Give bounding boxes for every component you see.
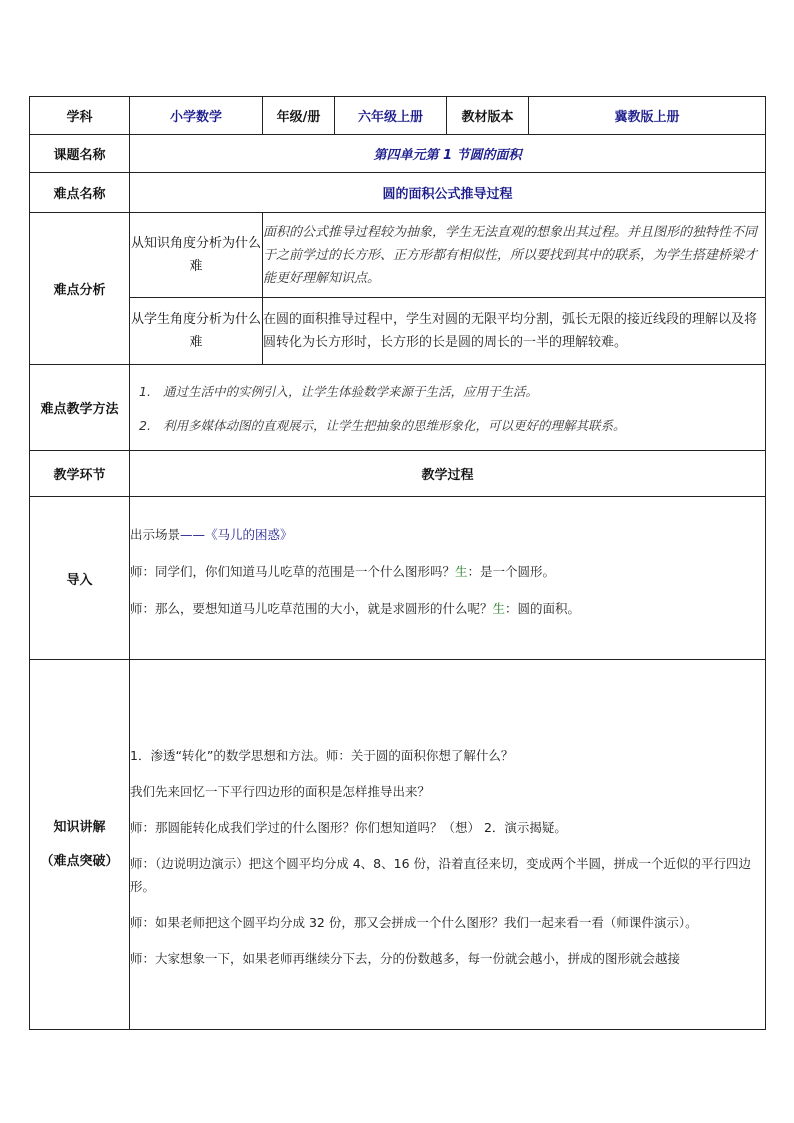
stage-label: 教学环节: [30, 451, 130, 497]
grade-value: 六年级上册: [335, 97, 447, 135]
knowledge-row: [30, 660, 766, 1030]
intro-label: 导入: [30, 497, 130, 660]
method-label: 难点教学方法: [30, 365, 130, 451]
header-row: [30, 97, 766, 135]
knowledge-angle-text: 面积的公式推导过程较为抽象，学生无法直观的想象出其过程。并且图形的独特性不同于之前学过的长方形、正方形都有相似性，所以要找到其中的联系，为学生搭建桥梁才能更好理解知识点。: [263, 213, 766, 298]
knowledge-paragraph: 师：如果老师把这个圆平均分成 32 份，那又会拼成一个什么图形？我们一起来看一看（师课件演示）。: [130, 915, 698, 930]
knowledge-sublabel: （难点突破）: [40, 853, 119, 869]
method-item-text: 利用多媒体动图的直观展示，让学生把抽象的思维形象化，可以更好的理解其联系。: [163, 417, 626, 433]
intro-row: [30, 497, 766, 660]
intro-content: [130, 497, 766, 660]
intro-line: 出示场景——《马儿的困惑》: [130, 527, 293, 542]
method-row: [30, 365, 766, 451]
student-angle-text: 在圆的面积推导过程中，学生对圆的无限平均分割，弧长无限的接近线段的理解以及将圆转化为长方形时，长方形的长是圆的周长的一半的理解较难。: [263, 298, 766, 365]
knowledge-label-cell: [30, 660, 130, 1030]
knowledge-content: [130, 660, 766, 1030]
topic-label: 课题名称: [30, 135, 130, 173]
subject-value: 小学数学: [130, 97, 263, 135]
edition-label: 教材版本: [447, 97, 529, 135]
knowledge-paragraph: 我们先来回忆一下平行四边形的面积是怎样推导出来？: [130, 784, 431, 799]
knowledge-paragraph: 师：那圆能转化成我们学过的什么图形？你们想知道吗？（想） 2．演示揭疑。: [130, 820, 567, 835]
knowledge-label: 知识讲解: [53, 819, 106, 835]
method-item-text: 通过生活中的实例引入，让学生体验数学来源于生活，应用于生活。: [163, 383, 539, 399]
method-list: [130, 365, 766, 451]
edition-value: 冀教版上册: [529, 97, 766, 135]
knowledge-paragraph: 师：（边说明边演示）把这个圆平均分成 4、8、16 份，沿着直径来切，变成两个半圆，拼成一个近似的平行四边形。: [130, 856, 752, 894]
analysis-label: 难点分析: [30, 213, 130, 365]
difficulty-value: 圆的面积公式推导过程: [130, 173, 766, 213]
intro-line: 师：同学们，你们知道马儿吃草的范围是一个什么图形吗？生：是一个圆形。: [130, 564, 556, 579]
method-item: [130, 416, 765, 434]
method-item: [130, 382, 765, 400]
student-angle-label: 从学生角度分析为什么难: [130, 298, 263, 365]
knowledge-paragraph: 师：大家想象一下，如果老师再继续分下去，分的份数越多，每一份就会越小，拼成的图形就会越接: [130, 951, 681, 966]
topic-row: [30, 135, 766, 173]
knowledge-paragraph: 1．渗透“转化”的数学思想和方法。师：关于圆的面积你想了解什么？: [130, 748, 514, 763]
lesson-plan-table: [29, 96, 766, 1030]
difficulty-row: [30, 173, 766, 213]
topic-value: 第四单元第 1 节圆的面积: [130, 135, 766, 173]
grade-label: 年级/册: [263, 97, 335, 135]
difficulty-label: 难点名称: [30, 173, 130, 213]
method-item-number: 2.: [139, 417, 151, 433]
method-item-number: 1.: [139, 383, 151, 399]
knowledge-angle-label: 从知识角度分析为什么难: [130, 213, 263, 298]
process-label: 教学过程: [130, 451, 766, 497]
subject-label: 学科: [30, 97, 130, 135]
intro-line: 师：那么，要想知道马儿吃草范围的大小，就是求圆形的什么呢？生：圆的面积。: [130, 601, 581, 616]
analysis-row-student: [30, 298, 766, 365]
analysis-row-knowledge: [30, 213, 766, 298]
process-header-row: [30, 451, 766, 497]
